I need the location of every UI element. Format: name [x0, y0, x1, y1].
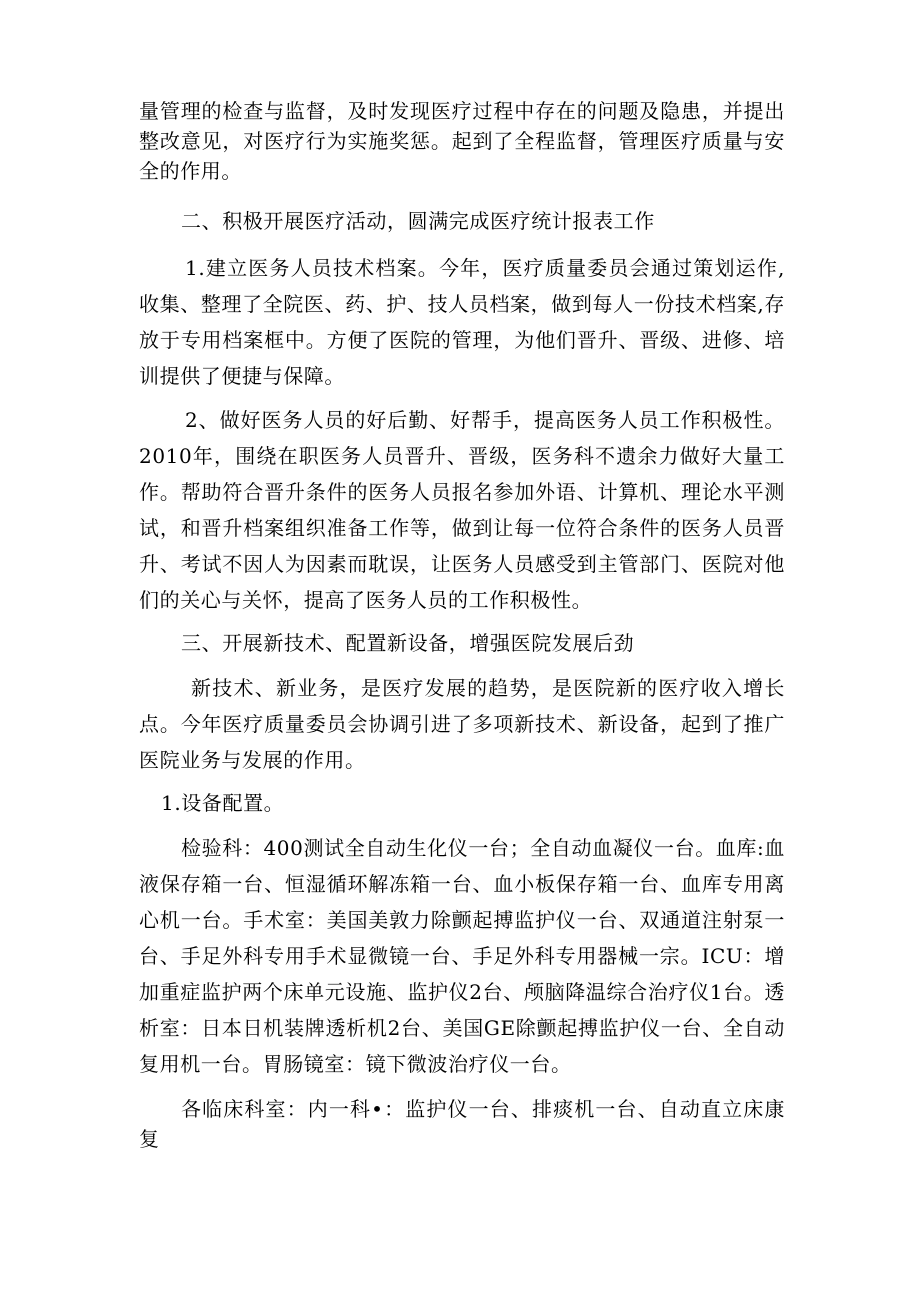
section-heading-3: 三、开展新技术、配置新设备，增强医院发展后劲: [181, 631, 635, 655]
document-body: [139, 96, 785, 1154]
paragraph-new-technology: 新技术、新业务，是医疗发展的趋势，是医院新的医疗收入增长点。今年医疗质量委员会协调引进了多项新技术、新设备，起到了推广医院业务与发展的作用。: [139, 676, 785, 772]
paragraph-equipment-list: 检验科：400测试全自动生化仪一台；全自动血凝仪一台。血库:血液保存箱一台、恒湿循环解冻箱一台、血小板保存箱一台、血库专用离心机一台。手术室：美国美敦力除颤起搏监护仪一台、双通道注射泵一台、手足外科专用手术显微镜一台、手足外科专用器械一宗。ICU：增加重症监护两个床单元设施、监护仪2台、颅脑降温综合治疗仪1台。透析室：日本日机装牌透析机2台、美国GE除颤起搏监护仪一台、全自动复用机一台。胃肠镜室：镜下微波治疗仪一台。: [139, 836, 785, 1076]
paragraph-quality-supervision: 量管理的检查与监督，及时发现医疗过程中存在的问题及隐患，并提出整改意见，对医疗行为实施奖惩。起到了全程监督，管理医疗质量与安全的作用。: [139, 99, 785, 183]
subheading-equipment: 1.设备配置。: [161, 791, 285, 815]
section-heading-2: 二、积极开展医疗活动，圆满完成医疗统计报表工作: [181, 209, 655, 233]
paragraph-staff-support: 2、做好医务人员的好后勤、好帮手，提高医务人员工作积极性。2010年，围绕在职医务人员晋升、晋级，医务科不遗余力做好大量工作。帮助符合晋升条件的医务人员报名参加外语、计算机、理论水平测试，和晋升档案组织准备工作等，做到让每一位符合条件的医务人员晋升、考试不因人为因素而耽误，让医务人员感受到主管部门、医院对他们的关心与关怀，提高了医务人员的工作积极性。: [139, 408, 785, 612]
paragraph-technical-archives: 1.建立医务人员技术档案。今年，医疗质量委员会通过策划运作,收集、整理了全院医、药、护、技人员档案，做到每人一份技术档案,存放于专用档案框中。方便了医院的管理，为他们晋升、晋级、进修、培训提供了便捷与保障。: [139, 256, 785, 388]
paragraph-clinical-departments: 各临床科室：内一科•：监护仪一台、排痰机一台、自动直立床康复: [139, 1097, 785, 1151]
